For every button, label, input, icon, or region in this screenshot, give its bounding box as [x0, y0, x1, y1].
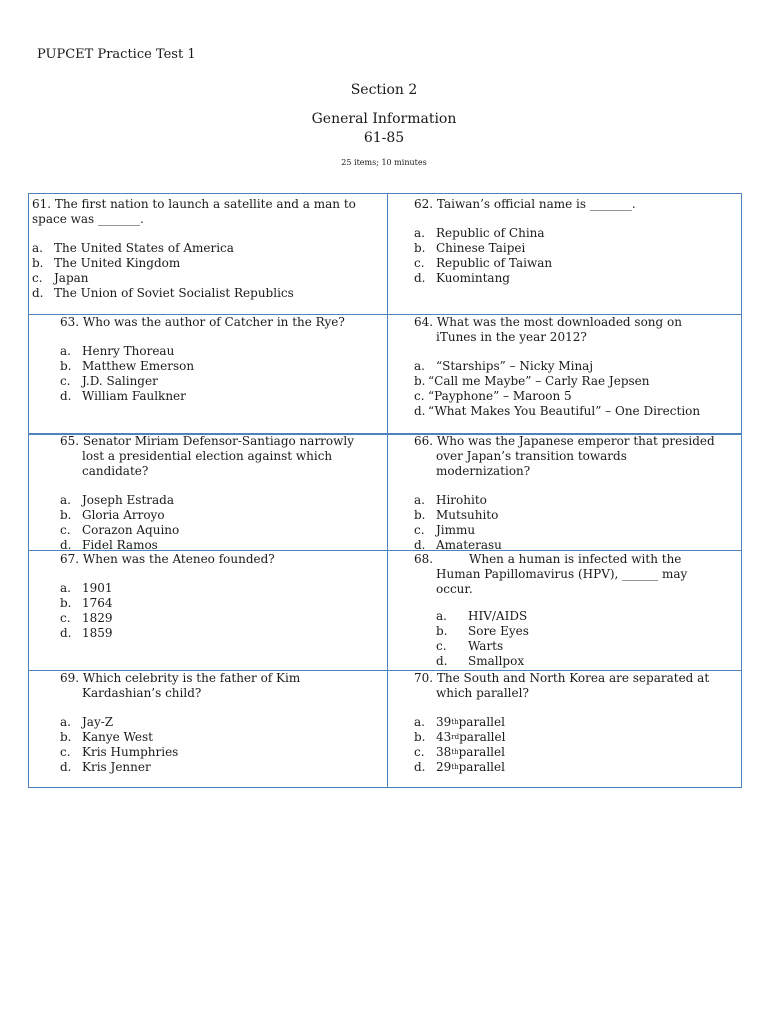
choice-c[interactable]: c. Kris Humphries	[60, 745, 179, 759]
choice-a[interactable]: a. HIV/AIDS	[436, 609, 528, 623]
question-67	[60, 552, 390, 641]
question-61	[32, 197, 372, 301]
choice-b[interactable]: b. Gloria Arroyo	[60, 508, 165, 522]
section-heading: Section 2	[350, 82, 418, 98]
choice-list	[60, 581, 390, 641]
question-70	[414, 671, 719, 775]
question-65	[60, 434, 370, 553]
question-text: 70. The South and North Korea are separated at which parallel?	[414, 671, 710, 700]
choice-c[interactable]: c. Japan	[32, 271, 89, 285]
choice-a[interactable]: a. 39 th parallel	[414, 715, 505, 729]
question-text: 64. What was the most downloaded song on iTunes in the year 2012?	[414, 315, 682, 344]
question-text: 61. The first nation to launch a satellite and a man to space was _______.	[32, 197, 356, 226]
choice-b[interactable]: b. “Call me Maybe” – Carly Rae Jepsen	[414, 374, 650, 388]
choice-d[interactable]: d. William Faulkner	[60, 389, 186, 403]
column-divider	[387, 194, 388, 787]
choice-c[interactable]: c. Warts	[436, 639, 504, 653]
choice-list	[60, 344, 390, 404]
question-62	[414, 197, 744, 286]
choice-b[interactable]: b. Chinese Taipei	[414, 241, 526, 255]
choice-b[interactable]: b. Matthew Emerson	[60, 359, 195, 373]
choice-d[interactable]: d. The Union of Soviet Socialist Republics	[32, 286, 294, 300]
question-text: 63. Who was the author of Catcher in the Rye?	[60, 315, 345, 329]
choice-c[interactable]: c. “Payphone” – Maroon 5	[414, 389, 572, 403]
choice-c[interactable]: c. Jimmu	[414, 523, 476, 537]
choice-d[interactable]: d. Fidel Ramos	[60, 538, 158, 552]
choice-b[interactable]: b. The United Kingdom	[32, 256, 181, 270]
question-69	[60, 671, 370, 775]
question-text: 65. Senator Miriam Defensor-Santiago narrowly lost a presidential election against which candidate?	[60, 434, 355, 478]
question-68	[414, 552, 719, 669]
choice-c[interactable]: c. Republic of Taiwan	[414, 256, 553, 270]
choice-a[interactable]: a. Republic of China	[414, 226, 545, 240]
choice-a[interactable]: a. 1901	[60, 581, 113, 595]
question-text: 69. Which celebrity is the father of Kim Kardashian’s child?	[60, 671, 301, 700]
question-64	[414, 315, 719, 419]
item-range: 61-85	[363, 130, 405, 146]
choice-a[interactable]: a. Joseph Estrada	[60, 493, 174, 507]
question-text: 62. Taiwan’s official name is _______.	[414, 197, 636, 211]
doc-title: PUPCET Practice Test 1	[37, 47, 196, 62]
choice-d[interactable]: d. “What Makes You Beautiful” – One Direction	[414, 404, 701, 418]
choice-c[interactable]: c. 1829	[60, 611, 113, 625]
question-63	[60, 315, 390, 404]
choice-list	[414, 226, 744, 286]
choice-list	[32, 241, 372, 301]
choice-list	[414, 493, 719, 553]
question-text: 67. When was the Ateneo founded?	[60, 552, 275, 566]
choice-list	[414, 715, 719, 775]
choice-list	[436, 609, 719, 669]
choice-c[interactable]: c. 38 th parallel	[414, 745, 505, 759]
choice-d[interactable]: d. Smallpox	[436, 654, 525, 668]
choice-c[interactable]: c. J.D. Salinger	[60, 374, 158, 388]
choice-list	[414, 359, 719, 419]
choice-list	[60, 493, 370, 553]
question-text: 68. When a human is infected with the Human Papillomavirus (HPV), ______ may occur.	[414, 552, 688, 596]
choice-b[interactable]: b. Kanye West	[60, 730, 153, 744]
choice-b[interactable]: b. Sore Eyes	[436, 624, 529, 638]
subject-heading: General Information	[311, 111, 457, 127]
choice-a[interactable]: a. Hirohito	[414, 493, 487, 507]
choice-a[interactable]: a. Henry Thoreau	[60, 344, 175, 358]
choice-list	[60, 715, 370, 775]
items-time-note: 25 items; 10 minutes	[341, 158, 427, 167]
choice-a[interactable]: a. The United States of America	[32, 241, 234, 255]
choice-d[interactable]: d. 1859	[60, 626, 113, 640]
choice-b[interactable]: b. 43 rd parallel	[414, 730, 506, 744]
choice-b[interactable]: b. Mutsuhito	[414, 508, 499, 522]
choice-d[interactable]: d. 29 th parallel	[414, 760, 505, 774]
choice-d[interactable]: d. Kuomintang	[414, 271, 510, 285]
choice-b[interactable]: b. 1764	[60, 596, 113, 610]
choice-a[interactable]: a. Jay-Z	[60, 715, 114, 729]
choice-d[interactable]: d. Kris Jenner	[60, 760, 151, 774]
choice-d[interactable]: d. Amaterasu	[414, 538, 502, 552]
question-text: 66. Who was the Japanese emperor that presided over Japan’s transition towards modernization?	[414, 434, 715, 478]
question-66	[414, 434, 719, 553]
choice-c[interactable]: c. Corazon Aquino	[60, 523, 180, 537]
choice-a[interactable]: a. “Starships” – Nicky Minaj	[414, 359, 594, 373]
